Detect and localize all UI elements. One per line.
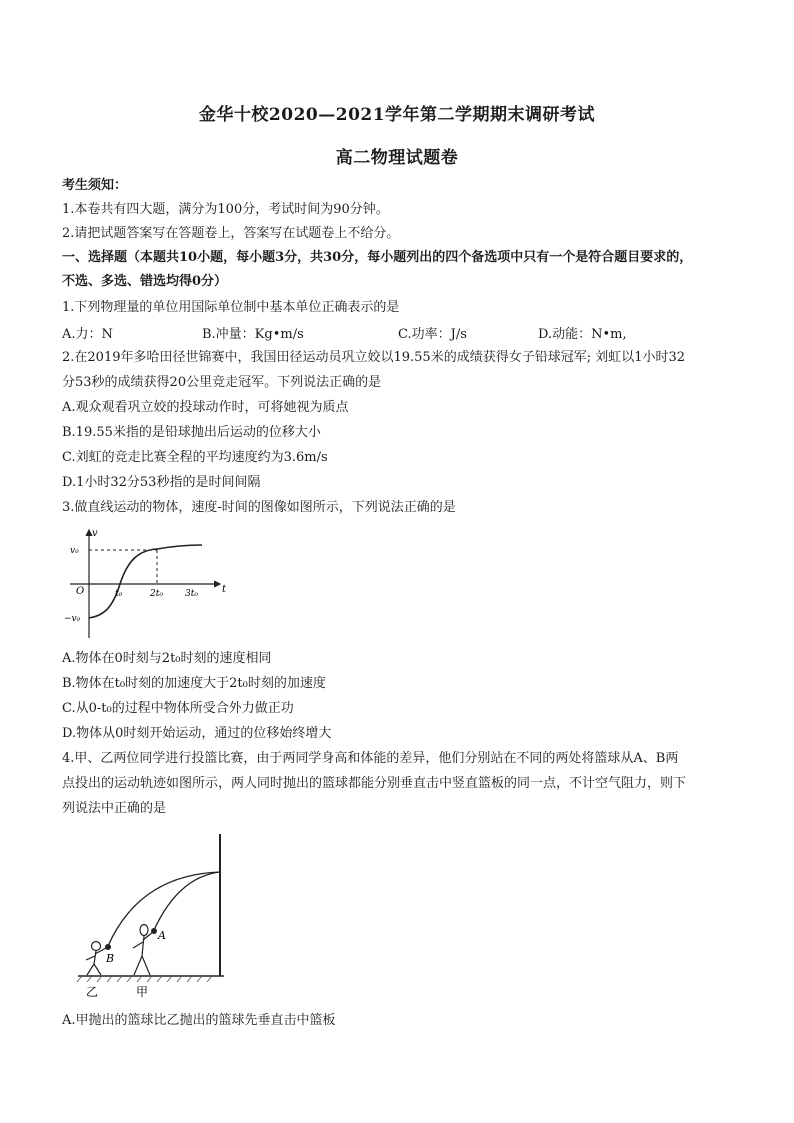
- q3-option-a: A.物体在0时刻与2t₀时刻的速度相同: [62, 651, 272, 666]
- q4-stem-cont: 列说法中正确的是: [62, 801, 167, 816]
- q2-stem-cont: 分53秒的成绩获得20公里竞走冠军。下列说法正确的是: [62, 375, 382, 390]
- q1-stem: 1.下列物理量的单位用国际单位制中基本单位正确表示的是: [62, 300, 400, 315]
- q1-option-b: B.冲量：Kg•m/s: [202, 327, 304, 342]
- q2-option-d: D.1小时32分53秒指的是时间间隔: [62, 475, 261, 490]
- q3-stem: 3.做直线运动的物体，速度-时间的图像如图所示，下列说法正确的是: [62, 500, 456, 515]
- q4-stem-cont: 点投出的运动轨迹如图所示，两人同时抛出的篮球都能分别垂直击中竖直篮板的同一点，不计空气阻力，则下: [62, 776, 687, 791]
- student-jia-icon: [133, 925, 153, 976]
- q2-stem: 2.在2019年多哈田径世锦赛中，我国田径运动员巩立姣以19.55米的成绩获得女子铅球冠军; 刘虹以1小时32: [62, 350, 686, 365]
- origin-label: O: [76, 586, 85, 597]
- tick-3t0: 3t₀: [185, 589, 198, 599]
- exam-subtitle: 高二物理试题卷: [335, 148, 459, 168]
- ball-b: [105, 944, 111, 950]
- point-b-label: B: [106, 952, 115, 965]
- q3-option-c: C.从0-t₀的过程中物体所受合外力做正功: [62, 701, 294, 716]
- ground-hatch: [77, 976, 212, 982]
- person-yi-label: 乙: [86, 985, 99, 999]
- notice-heading: 考生须知：: [62, 178, 128, 193]
- notice-item: 1.本卷共有四大题，满分为100分，考试时间为90分钟。: [62, 202, 389, 217]
- q2-option-b: B.19.55米指的是铅球抛出后运动的位移大小: [62, 425, 321, 440]
- y-axis-label: v: [92, 528, 98, 539]
- section-heading: 一、选择题（本题共10小题，每小题3分，共30分，每小题列出的四个备选项中只有一个是符合题目要求的，: [62, 250, 693, 265]
- q4-basketball-figure: [74, 826, 234, 1002]
- v0-label: v₀: [70, 546, 79, 556]
- student-yi-icon: [86, 942, 106, 976]
- q3-option-b: B.物体在t₀时刻的加速度大于2t₀时刻的加速度: [62, 676, 326, 691]
- exam-title: 金华十校2020—2021学年第二学期期末调研考试: [198, 105, 596, 125]
- q1-option-a: A.力：N: [62, 327, 113, 342]
- section-heading-cont: 不选、多选、错选均得0分）: [62, 274, 228, 289]
- q3-vt-graph: [62, 526, 232, 642]
- q3-option-d: D.物体从0时刻开始运动，通过的位移始终增大: [62, 726, 332, 741]
- person-jia-label: 甲: [136, 985, 149, 999]
- q4-option-a: A.甲抛出的篮球比乙抛出的篮球先垂直击中篮板: [62, 1013, 336, 1028]
- point-a-label: A: [158, 929, 166, 942]
- q2-option-a: A.观众观看巩立姣的投球动作时，可将她视为质点: [62, 400, 349, 415]
- q4-stem: 4.甲、乙两位同学进行投篮比赛，由于两同学身高和体能的差异，他们分别站在不同的两处将篮球从A、B两: [62, 751, 679, 766]
- q1-option-d: D.动能：N•m,: [538, 327, 627, 342]
- notice-item: 2.请把试题答案写在答题卷上，答案写在试题卷上不给分。: [62, 226, 400, 241]
- x-axis-label: t: [222, 584, 227, 595]
- trajectory-a: [154, 872, 220, 930]
- q2-option-c: C.刘虹的竞走比赛全程的平均速度约为3.6m/s: [62, 450, 328, 465]
- tick-t0: t₀: [115, 589, 123, 599]
- q1-option-c: C.功率：J/s: [398, 327, 467, 342]
- velocity-curve: [89, 545, 202, 618]
- neg-v0-label: −v₀: [64, 614, 81, 624]
- tick-2t0: 2t₀: [150, 589, 163, 599]
